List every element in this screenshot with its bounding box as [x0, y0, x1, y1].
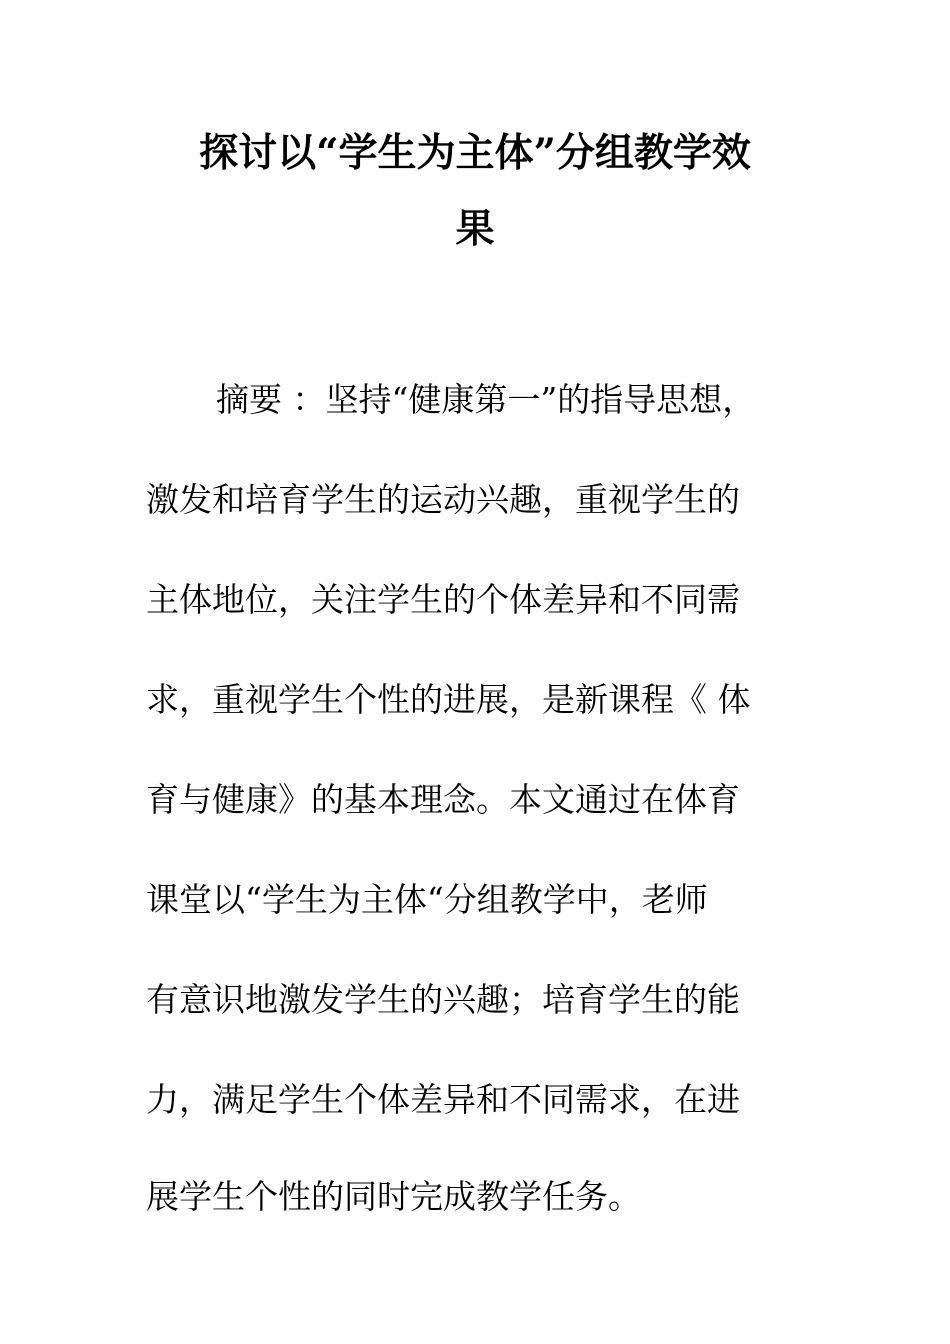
abstract-line-8: 力，满足学生个体差异和不同需求，在进: [146, 1080, 740, 1119]
abstract-line-1: 摘要 ：坚持“健康第一”的指导思想，: [216, 380, 756, 419]
abstract-line-3: 主体地位，关注学生的个体差异和不同需: [146, 580, 740, 619]
abstract-line-6: 课堂以“学生为主体“分组教学中，老师: [146, 880, 708, 919]
abstract-line-9: 展学生个性的同时完成教学任务。: [146, 1177, 641, 1216]
abstract-line-7: 有意识地激发学生的兴趣；培育学生的能: [146, 980, 740, 1019]
abstract-line-2: 激发和培育学生的运动兴趣，重视学生的: [146, 480, 740, 519]
document-title-line-1: 探讨以“学生为主体”分组教学效: [199, 130, 751, 176]
abstract-line-4: 求，重视学生个性的进展，是新课程《 体: [146, 680, 751, 719]
abstract-line-5: 育与健康》的基本理念。本文通过在体育: [146, 780, 740, 819]
document-title-line-2: 果: [455, 206, 495, 252]
